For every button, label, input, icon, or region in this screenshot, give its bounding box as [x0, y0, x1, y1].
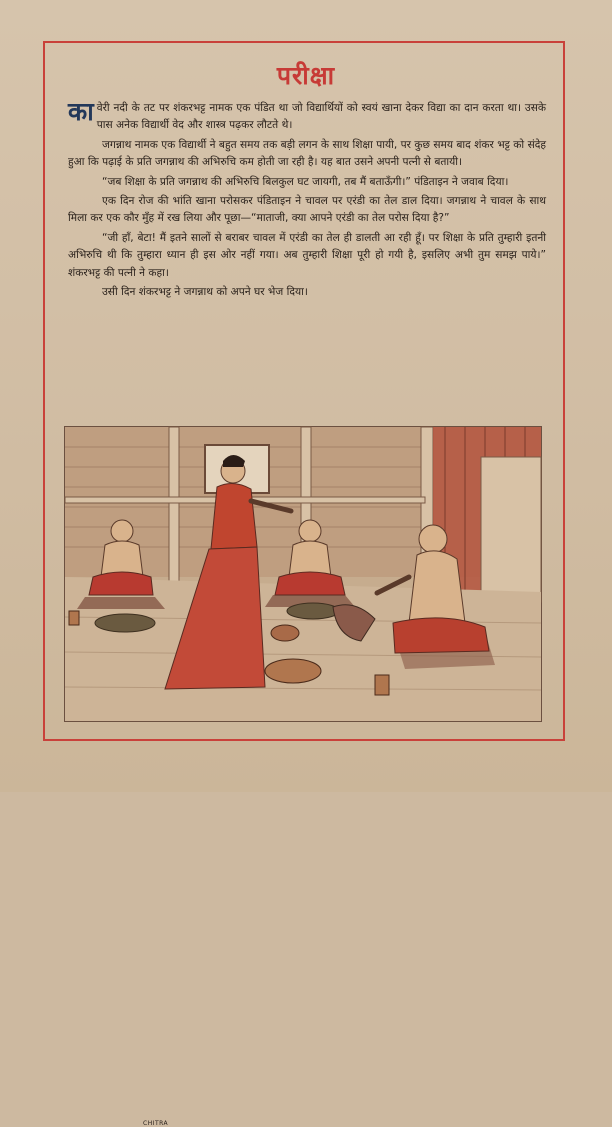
paragraph-4: एक दिन रोज की भांति खाना परोसकर पंडिताइन ने चावल पर एरंडी का तेल डाल दिया। जगन्नाथ ने चावल के साथ मिला कर एक कौर मुँह में रख लिया और पूछा—“माताजी, क्या आपने एरंडी का तेल परोस दिया है?”	[68, 195, 546, 225]
paragraph-3: “जब शिक्षा के प्रति जगन्नाथ की अभिरुचि बिलकुल घट जायगी, तब मैं बताऊँगी।” पंडिताइन ने जवाब दिया।	[102, 175, 509, 188]
paragraph-2: जगन्नाथ नामक एक विद्यार्थी ने बहुत समय तक बड़ी लगन के साथ शिक्षा पायी, पर कुछ समय बाद शंकर भट्ट को संदेह हुआ कि पढ़ाई के प्रति जगन्नाथ की अभिरुचि कम होती जा रही है। यह बात उसने अपनी पत्नी से बतायी।	[68, 138, 546, 169]
story-text	[68, 97, 546, 303]
story-title: परीक्षा	[276, 61, 336, 90]
illustration-drawing	[65, 427, 541, 721]
story-illustration	[64, 426, 542, 1127]
drop-cap: का	[68, 97, 94, 126]
artist-signature: CHITRA	[143, 1120, 169, 1127]
paragraph-1: कावेरी नदी के तट पर शंकरभट्ट नामक एक पंडित था जो विद्यार्थियों को स्वयं खाना देकर विद्या का दान करता था। उसके पास अनेक विद्यार्थी वेद और शास्त्र पढ़कर लौटते थे।	[68, 97, 546, 132]
paragraph-5: “जी हाँ, बेटा! मैं इतने सालों से बराबर चावल में एरंडी का तेल ही डालती आ रही हूँ। पर शिक्षा के प्रति तुम्हारी इतनी अभिरुचि थी कि तुम्हारा ध्यान ही इस ओर नहीं गया। अब तुम्हारी शिक्षा पूरी हो गयी है, इसलिए अभी तुम समझ पाये।” शंकरभट्ट की पत्नी ने कहा।	[68, 231, 546, 279]
paragraph-6: उसी दिन शंकरभट्ट ने जगन्नाथ को अपने घर भेज दिया।	[102, 286, 308, 299]
